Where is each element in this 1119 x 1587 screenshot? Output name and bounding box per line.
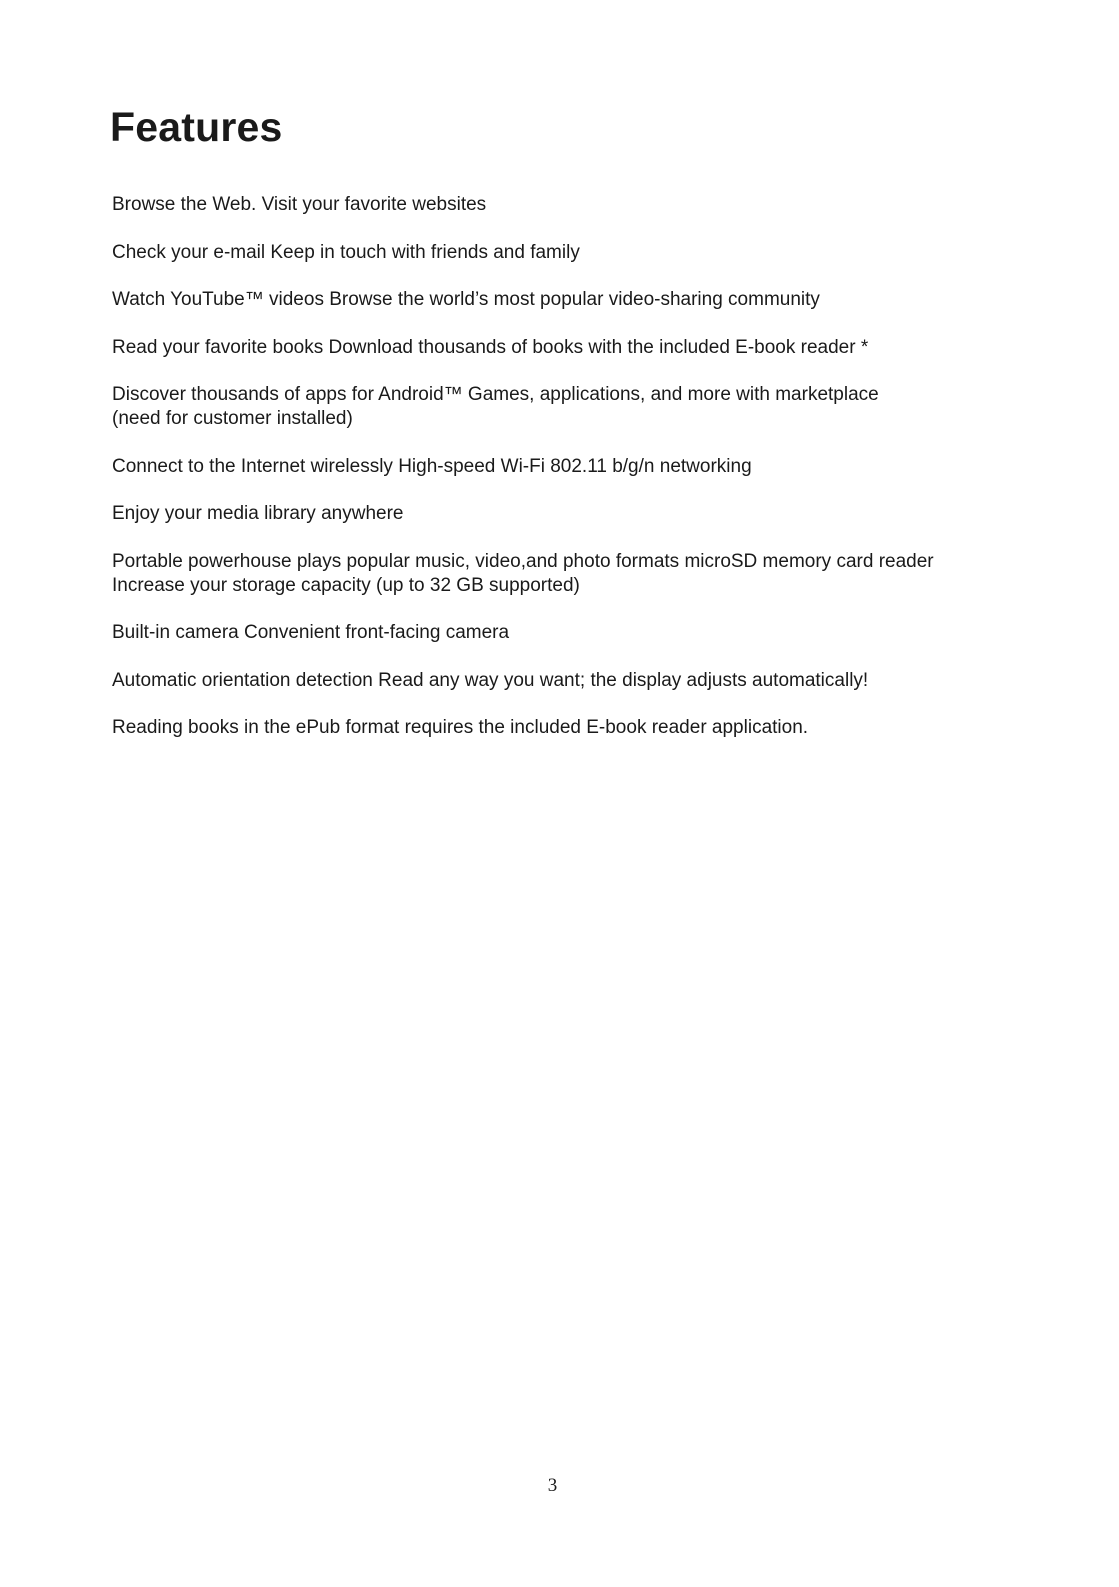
feature-text: Connect to the Internet wirelessly High-speed Wi-Fi 802.11 b/g/n networking: [112, 455, 752, 477]
feature-item: [112, 288, 1012, 312]
feature-text: Read your favorite books Download thousands of books with the included E-book reader *: [112, 336, 869, 358]
feature-text: Browse the Web. Visit your favorite websites: [112, 194, 487, 215]
feature-item: [112, 550, 1012, 598]
feature-list: [112, 193, 1012, 764]
feature-text: Reading books in the ePub format requires the included E-book reader application.: [112, 717, 809, 738]
feature-text: Built-in camera Convenient front-facing camera: [112, 622, 510, 643]
feature-text: Enjoy your media library anywhere: [112, 503, 404, 524]
feature-item: [112, 336, 1012, 360]
feature-item: [112, 383, 1012, 431]
feature-text: Portable powerhouse plays popular music, video,and photo formats microSD memory card reader: [112, 550, 934, 572]
page-title: Features: [110, 104, 283, 150]
feature-text: Automatic orientation detection Read any way you want; the display adjusts automatically!: [112, 669, 869, 691]
feature-item: [112, 669, 1012, 693]
feature-text: Watch YouTube™ videos Browse the world’s most popular video-sharing community: [112, 289, 820, 310]
feature-item: [112, 193, 1012, 217]
feature-text: Discover thousands of apps for Android™ Games, applications, and more with marketplace: [112, 384, 879, 405]
feature-item: [112, 621, 1012, 645]
feature-item: [112, 502, 1012, 526]
feature-text-continuation: Increase your storage capacity (up to 32 GB supported): [112, 574, 580, 596]
feature-text-continuation: (need for customer installed): [112, 408, 353, 429]
feature-item: [112, 455, 1012, 479]
page-number: 3: [547, 1475, 558, 1496]
feature-item: [112, 716, 1012, 740]
feature-text: Check your e-mail Keep in touch with friends and family: [112, 241, 580, 263]
feature-item: [112, 241, 1012, 265]
